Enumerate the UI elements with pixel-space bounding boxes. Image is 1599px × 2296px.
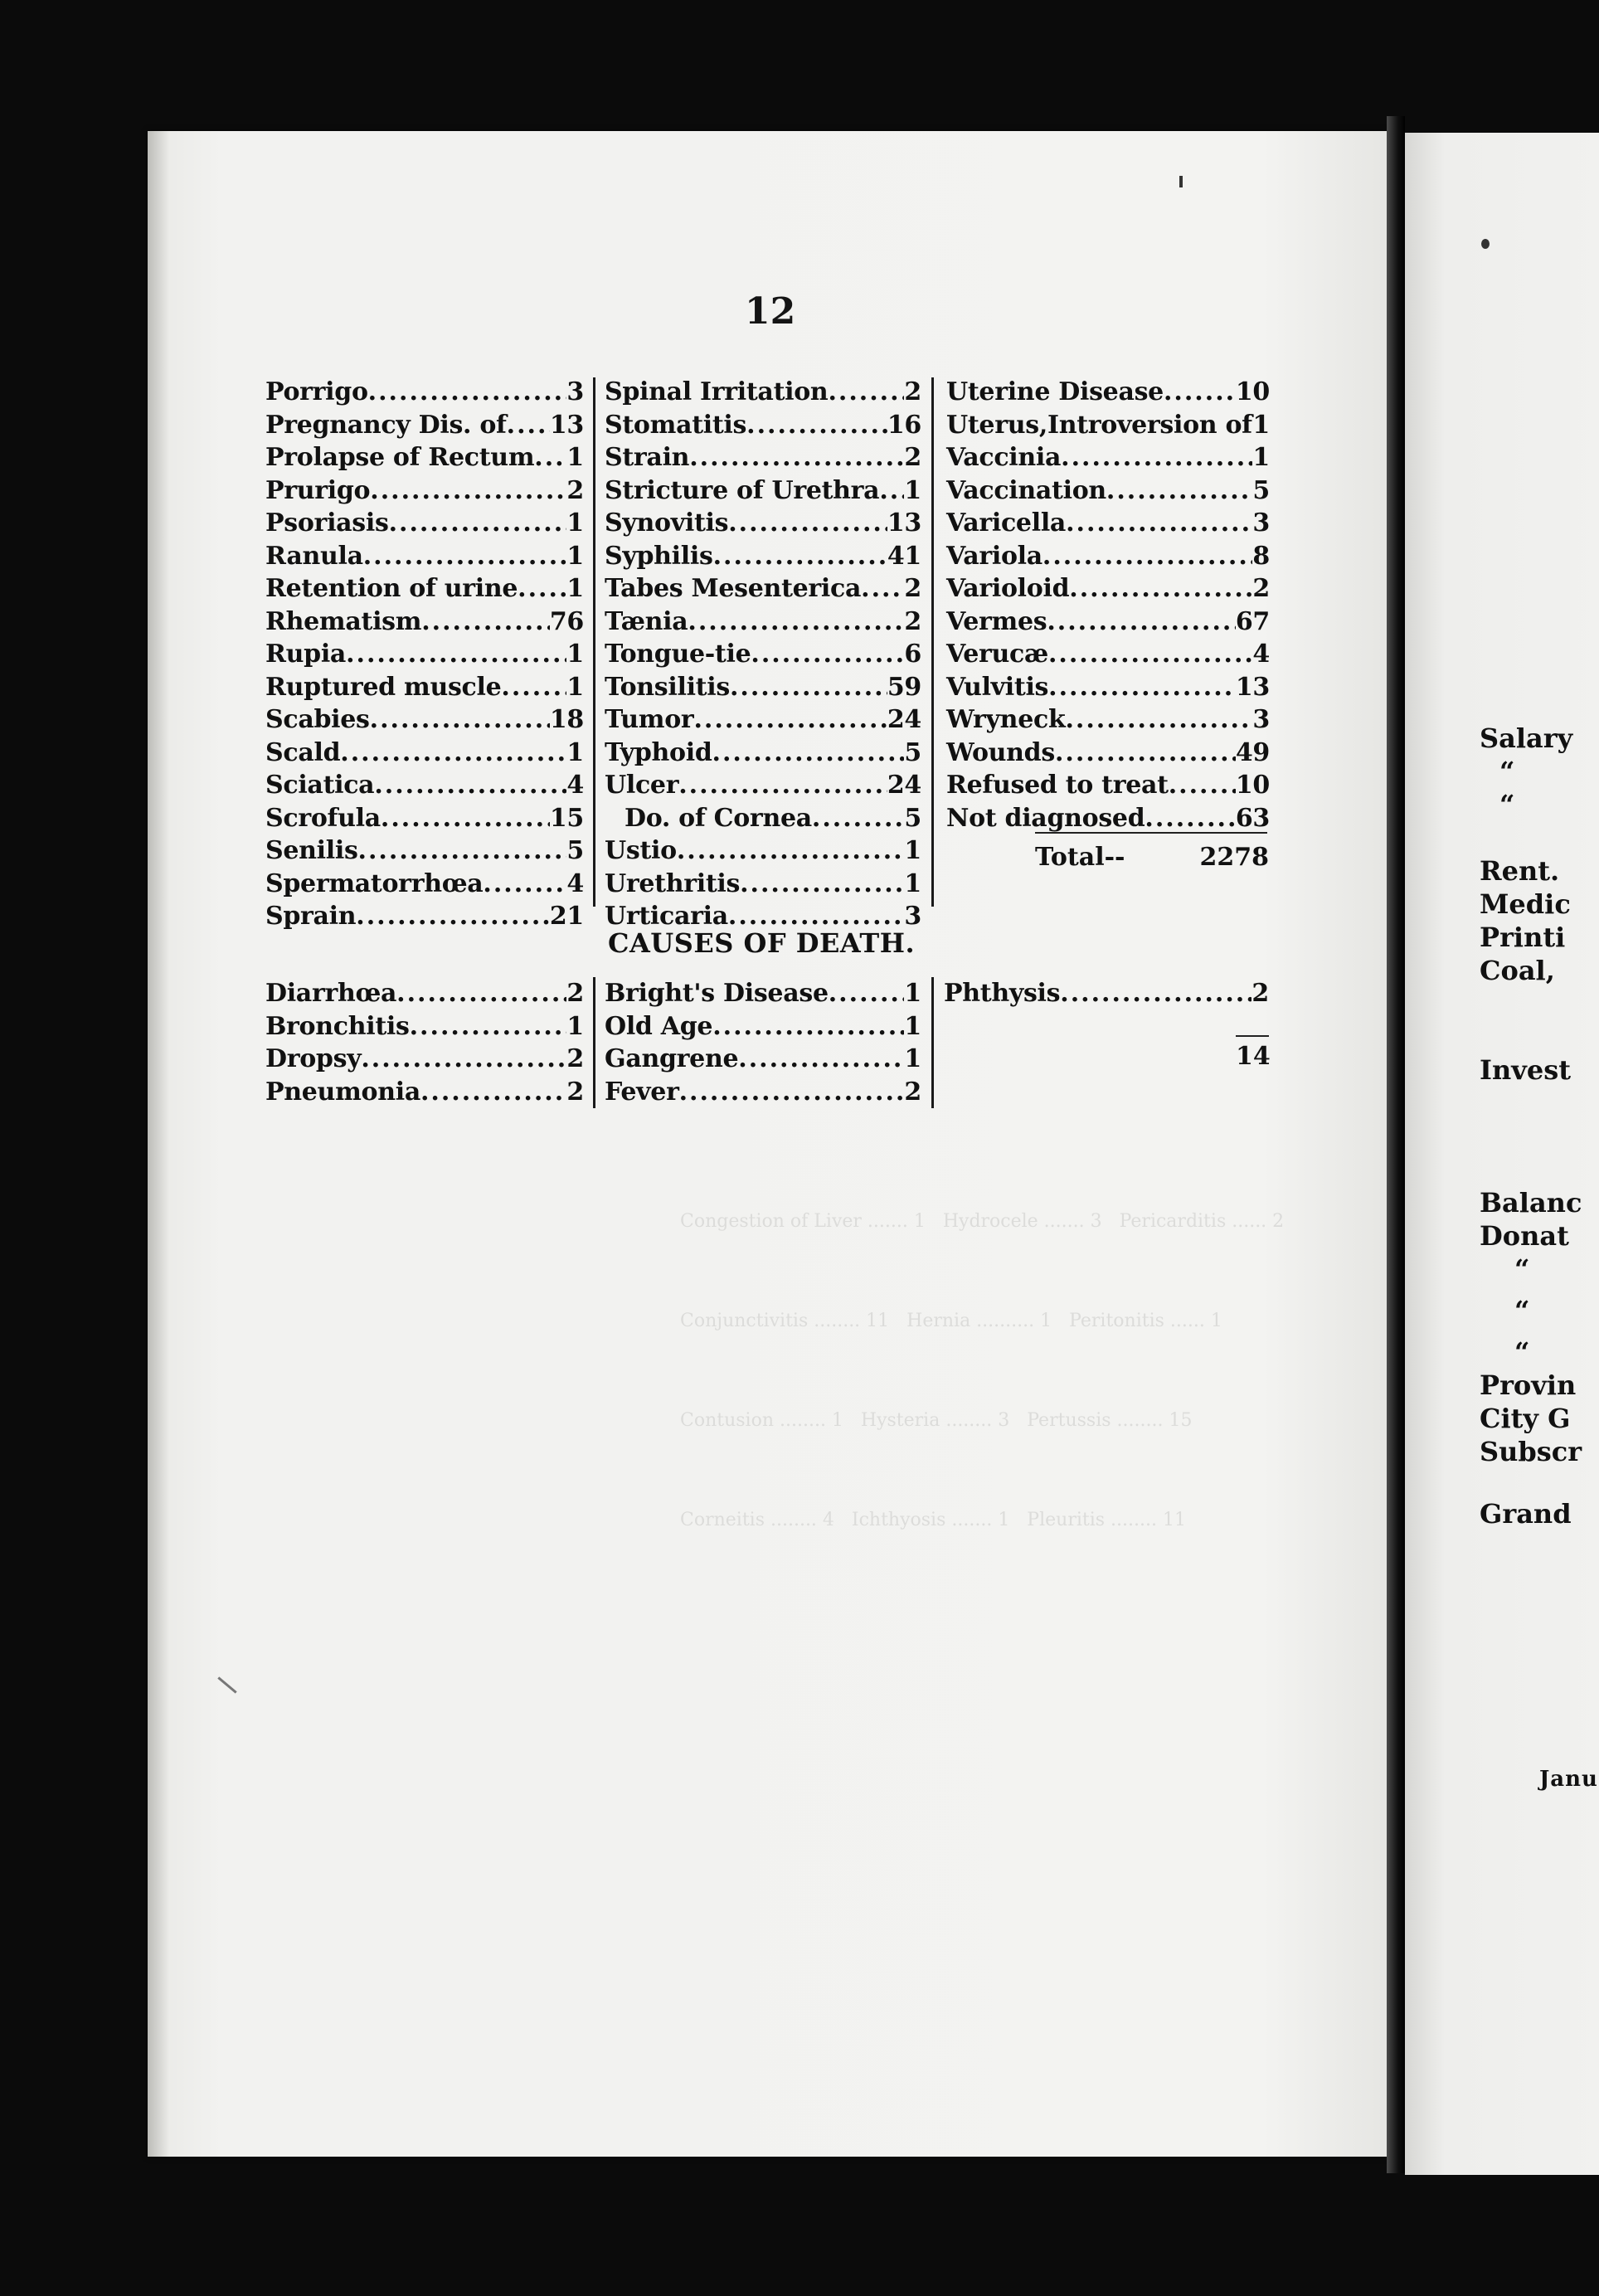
facing-line: “ (1514, 1295, 1530, 1326)
list-item (265, 572, 584, 606)
list-item (946, 441, 1270, 474)
list-item (265, 540, 584, 573)
disease-count: 49 (1235, 737, 1270, 767)
disease-count: 1 (566, 737, 584, 767)
facing-line: “ (1499, 756, 1515, 787)
list-item (605, 1076, 921, 1109)
disease-name: Uterine Disease (946, 377, 1164, 406)
list-item (605, 737, 921, 770)
disease-count: 18 (549, 705, 584, 734)
list-item (605, 1043, 921, 1076)
disease-name: Sciatica (265, 771, 375, 800)
show-through-text: Conjunctivitis ........ 11 Hernia .......... 1 Peritonitis ...... 1 (680, 1311, 1222, 1331)
list-item (605, 376, 921, 409)
disease-name: Typhoid (605, 737, 712, 767)
facing-line: Grand (1480, 1498, 1572, 1530)
page-number: 12 (745, 290, 796, 333)
disease-name: Synovitis (605, 508, 729, 538)
list-item (605, 977, 921, 1010)
cause-count: 1 (904, 1044, 921, 1073)
facing-line: “ (1499, 789, 1515, 820)
list-item (265, 737, 584, 770)
list-item (946, 606, 1270, 639)
disease-name: Strain (605, 443, 690, 472)
disease-count: 6 (904, 640, 921, 669)
list-item (605, 409, 921, 442)
list-item (605, 606, 921, 639)
list-item (605, 769, 921, 802)
disease-name: Retention of urine (265, 574, 518, 603)
list-item (605, 441, 921, 474)
cause-count: 2 (904, 1077, 921, 1107)
disease-count: 10 (1235, 377, 1270, 406)
cause-count: 1 (904, 979, 921, 1008)
cause-name: Old Age (605, 1011, 713, 1041)
list-item (946, 376, 1270, 409)
list-item (265, 376, 584, 409)
disease-count: 5 (904, 737, 921, 767)
disease-name: Tonsilitis (605, 672, 730, 702)
ink-speck (1179, 176, 1183, 187)
causes-column-2 (605, 977, 921, 1108)
disease-count: 15 (549, 803, 584, 833)
facing-line: Provin (1480, 1369, 1577, 1401)
causes-column-1 (265, 977, 584, 1108)
disease-count: 13 (1235, 672, 1270, 702)
disease-name: Rhematism (265, 606, 422, 636)
facing-line: Donat (1480, 1220, 1569, 1252)
disease-count: 1 (566, 672, 584, 702)
facing-line: “ (1514, 1253, 1530, 1285)
column-divider (931, 977, 934, 1108)
list-item (265, 606, 584, 639)
show-through-text: Congestion of Liver ....... 1 Hydrocele ....... 3 Pericarditis ...... 2 (680, 1211, 1285, 1232)
list-item (265, 1043, 584, 1076)
disease-name: Syphilis (605, 541, 713, 571)
disease-name: Psoriasis (265, 508, 389, 538)
disease-count: 1 (566, 443, 584, 472)
disease-count: 2 (566, 475, 584, 505)
disease-count: 4 (566, 868, 584, 898)
disease-count: 67 (1235, 606, 1270, 636)
list-item (265, 474, 584, 508)
disease-name: Ulcer (605, 771, 679, 800)
list-item (605, 703, 921, 737)
disease-name: Ruptured muscle (265, 672, 502, 702)
disease-name: Vermes (946, 606, 1047, 636)
disease-name: Scald (265, 737, 341, 767)
disease-name: Vulvitis (946, 672, 1049, 702)
disease-count: 1 (904, 836, 921, 865)
list-item (265, 1076, 584, 1109)
list-item (946, 474, 1270, 508)
disease-name: Porrigo (265, 377, 368, 406)
total-rule (1035, 832, 1267, 834)
facing-page (1405, 133, 1599, 2175)
disease-name: Refused to treat (946, 771, 1169, 800)
cause-name: Gangrene (605, 1044, 739, 1073)
disease-count: 1 (904, 475, 921, 505)
disease-name: Pregnancy Dis. of (265, 410, 507, 440)
list-item (605, 540, 921, 573)
disease-name: Varicella (946, 508, 1067, 538)
facing-line: City G (1480, 1403, 1571, 1434)
disease-name: Stomatitis (605, 410, 747, 440)
disease-name: Verucæ (946, 640, 1048, 669)
cause-name: Bright's Disease (605, 979, 829, 1008)
disease-count: 3 (1252, 705, 1270, 734)
disease-count: 1 (566, 541, 584, 571)
disease-count: 8 (1252, 541, 1270, 571)
list-item (605, 802, 921, 835)
disease-name: Senilis (265, 836, 358, 865)
facing-line: Rent. (1480, 855, 1560, 887)
disease-count: 3 (904, 902, 921, 931)
disease-name: Tænia (605, 606, 688, 636)
disease-name: Spinal Irritation (605, 377, 829, 406)
facing-line: Invest (1480, 1054, 1571, 1086)
disease-name: Ustio (605, 836, 677, 865)
disease-count: 63 (1235, 803, 1270, 833)
total-row (1028, 843, 1269, 872)
disease-name: Prolapse of Rectum (265, 443, 535, 472)
disease-column-2 (605, 376, 921, 933)
total-rule (1236, 1035, 1269, 1037)
disease-count: 24 (887, 705, 921, 734)
disease-name: Vaccination (946, 475, 1106, 505)
disease-count: 21 (549, 902, 584, 931)
disease-count: 59 (887, 672, 921, 702)
disease-name: Variola (946, 541, 1043, 571)
ink-speck (1481, 239, 1490, 249)
disease-name: Stricture of Urethra (605, 475, 880, 505)
cause-name: Diarrhœa (265, 979, 397, 1008)
list-item (265, 834, 584, 868)
disease-count: 5 (904, 803, 921, 833)
list-item (605, 671, 921, 704)
disease-count: 41 (887, 541, 921, 571)
list-item (946, 638, 1270, 671)
disease-count: 5 (1252, 475, 1270, 505)
disease-name: Not diagnosed (946, 803, 1145, 833)
cause-name: Phthysis (944, 979, 1061, 1008)
list-item (946, 572, 1270, 606)
facing-line: Janu (1539, 1767, 1598, 1792)
disease-count: 3 (1252, 508, 1270, 538)
list-item (265, 441, 584, 474)
column-divider (593, 977, 595, 1108)
list-item (265, 1010, 584, 1043)
facing-line: Salary (1480, 722, 1573, 754)
list-item (946, 802, 1270, 835)
disease-count: 4 (566, 771, 584, 800)
list-item (946, 703, 1270, 737)
list-item (605, 507, 921, 540)
list-item (946, 671, 1270, 704)
disease-column-1 (265, 376, 584, 933)
list-item (605, 572, 921, 606)
disease-count: 1 (566, 508, 584, 538)
disease-name: Scabies (265, 705, 370, 734)
disease-name: Urethritis (605, 868, 741, 898)
disease-count: 24 (887, 771, 921, 800)
disease-count: 1 (904, 868, 921, 898)
cause-name: Bronchitis (265, 1011, 410, 1041)
list-item (265, 409, 584, 442)
cause-name: Fever (605, 1077, 679, 1107)
column-divider (593, 377, 595, 907)
disease-name: Ranula (265, 541, 363, 571)
facing-line: “ (1514, 1336, 1530, 1368)
causes-of-death-heading: CAUSES OF DEATH. (608, 927, 916, 959)
book-gutter (1387, 116, 1405, 2173)
disease-count: 76 (549, 606, 584, 636)
disease-count: 5 (566, 836, 584, 865)
list-item (946, 409, 1270, 442)
disease-name: Urticaria (605, 902, 728, 931)
cause-count: 2 (566, 1044, 584, 1073)
list-item (605, 638, 921, 671)
disease-name: Spermatorrhœa (265, 868, 484, 898)
list-item (605, 834, 921, 868)
disease-count: 1 (1252, 410, 1270, 440)
disease-name: Varioloid (946, 574, 1070, 603)
disease-name: Uterus,Introversion of (946, 410, 1252, 440)
disease-count: 1 (1252, 443, 1270, 472)
disease-count: 2 (904, 606, 921, 636)
facing-line: Medic (1480, 888, 1571, 920)
cause-name: Pneumonia (265, 1077, 420, 1107)
show-through-text: Contusion ........ 1 Hysteria ........ 3 Pertussis ........ 15 (680, 1410, 1193, 1431)
list-item (265, 769, 584, 802)
causes-total: 14 (1236, 1042, 1271, 1071)
disease-name: Tongue-tie (605, 640, 751, 669)
column-divider (931, 377, 934, 907)
facing-line: Balanc (1480, 1187, 1582, 1219)
list-item (265, 868, 584, 901)
facing-line: Printi (1480, 922, 1566, 953)
list-item (265, 977, 584, 1010)
disease-name: Wounds (946, 737, 1055, 767)
cause-count: 2 (566, 979, 584, 1008)
disease-count: 2 (904, 377, 921, 406)
total-label: Total-- (1035, 843, 1125, 872)
show-through-text: Corneitis ........ 4 Ichthyosis ....... 1 Pleuritis ........ 11 (680, 1510, 1186, 1530)
list-item (605, 868, 921, 901)
disease-count: 1 (566, 640, 584, 669)
facing-line: Subscr (1480, 1436, 1582, 1467)
list-item (946, 769, 1270, 802)
list-item (605, 1010, 921, 1043)
disease-name: Rupia (265, 640, 347, 669)
cause-count: 2 (566, 1077, 584, 1107)
list-item (944, 977, 1269, 1010)
list-item (265, 507, 584, 540)
disease-count: 3 (566, 377, 584, 406)
cause-count: 1 (566, 1011, 584, 1041)
disease-name: Tabes Mesenterica (605, 574, 862, 603)
list-item (946, 540, 1270, 573)
list-item (265, 671, 584, 704)
disease-name: Do. of Cornea (625, 803, 812, 833)
disease-count: 13 (887, 508, 921, 538)
list-item (946, 507, 1270, 540)
disease-count: 10 (1235, 771, 1270, 800)
cause-count: 2 (1251, 979, 1269, 1008)
disease-name: Wryneck (946, 705, 1066, 734)
disease-count: 2 (904, 574, 921, 603)
list-item (946, 737, 1270, 770)
disease-count: 4 (1252, 640, 1270, 669)
total-value: 2278 (1199, 843, 1269, 872)
disease-name: Vaccinia (946, 443, 1062, 472)
disease-count: 2 (904, 443, 921, 472)
list-item (265, 703, 584, 737)
disease-name: Sprain (265, 902, 357, 931)
list-item (265, 900, 584, 933)
disease-count: 1 (566, 574, 584, 603)
causes-column-3 (944, 977, 1269, 1010)
list-item (265, 802, 584, 835)
disease-count: 2 (1252, 574, 1270, 603)
disease-name: Tumor (605, 705, 694, 734)
cause-count: 1 (904, 1011, 921, 1041)
disease-name: Prurigo (265, 475, 371, 505)
disease-name: Scrofula (265, 803, 381, 833)
disease-count: 13 (549, 410, 584, 440)
cause-name: Dropsy (265, 1044, 362, 1073)
disease-count: 16 (887, 410, 921, 440)
list-item (605, 474, 921, 508)
facing-line: Coal, (1480, 955, 1555, 986)
list-item (265, 638, 584, 671)
disease-column-3 (946, 376, 1270, 834)
